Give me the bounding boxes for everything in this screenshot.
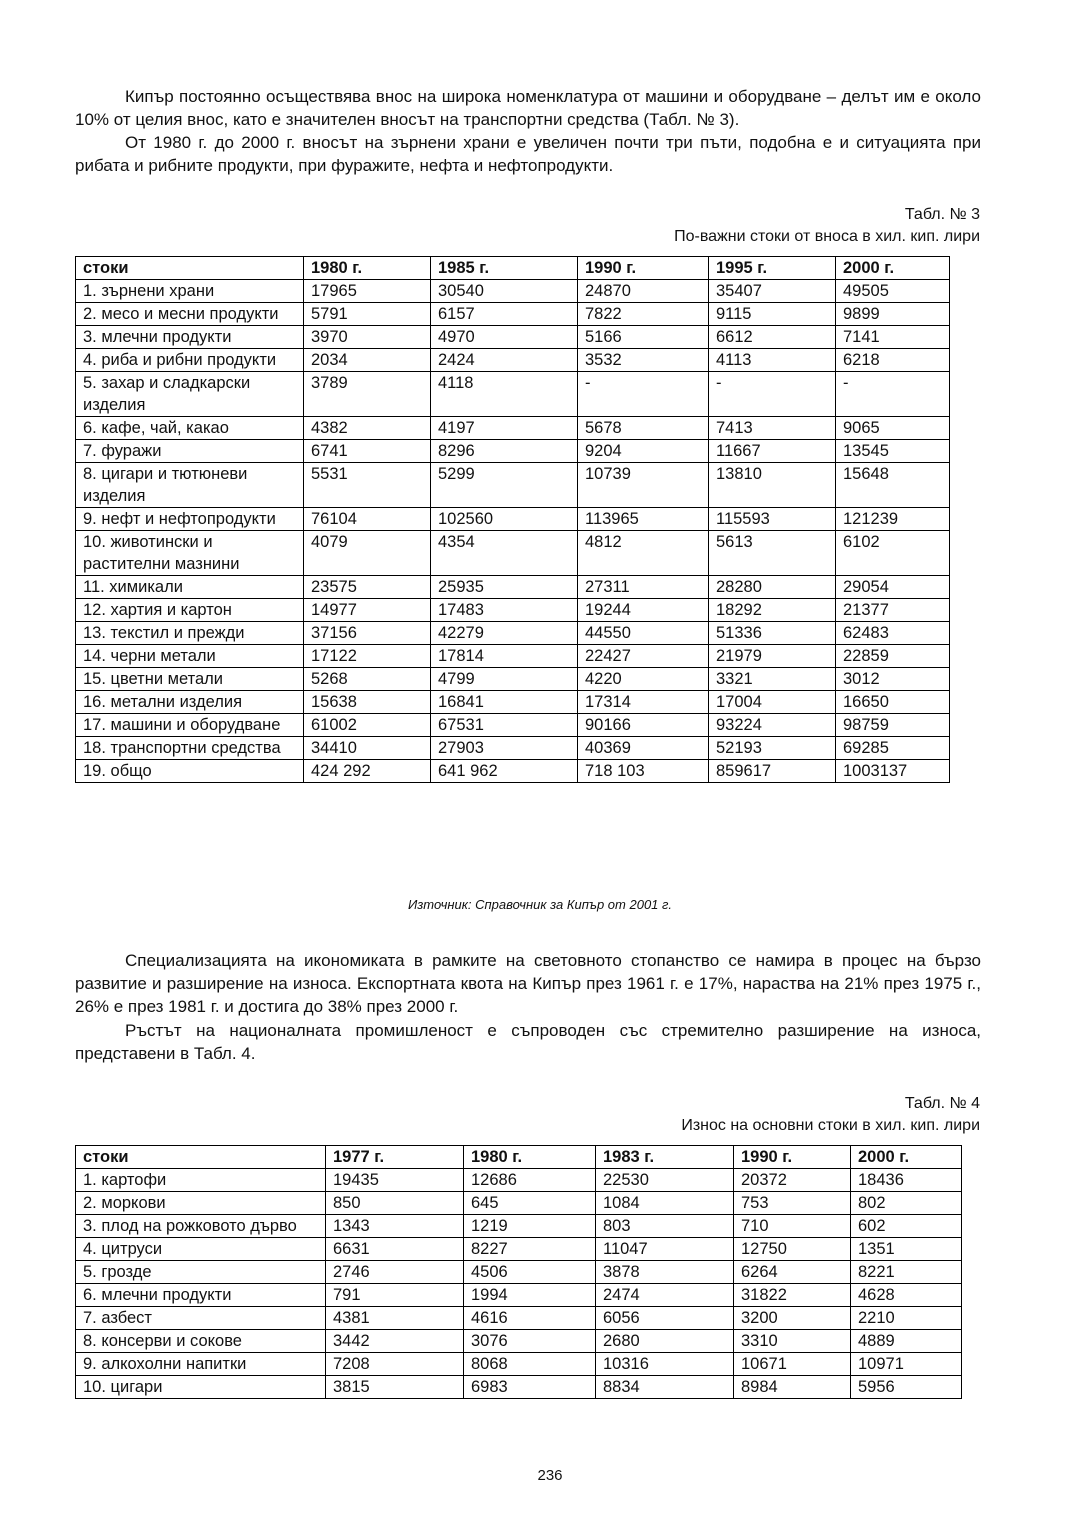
table3-item-cell: 5. захар и сладкарски изделия: [76, 372, 304, 417]
middle-paragraph-1-text: Специализацията на икономиката в рамките на световното стопанство се намира в процес на бързо развитие и разширение на износа. Експортната квота на Кипър през 1961 г. е 17%, нараства на 21% през 1975 г., 26% е през 1981 г. и достига до 38% през 2000 г.: [75, 951, 981, 1016]
table4-value-cell: 645: [464, 1192, 596, 1215]
table4-row: [76, 1192, 962, 1215]
table4-value-cell: 7208: [326, 1353, 464, 1376]
table3-value-cell: 51336: [709, 622, 836, 645]
table3-value-cell: 44550: [578, 622, 709, 645]
table4-value-cell: 4628: [851, 1284, 962, 1307]
table3-value-cell: 4113: [709, 349, 836, 372]
intro-paragraph-1: [75, 85, 981, 131]
table3-item-cell: 11. химикали: [76, 576, 304, 599]
table3-header-cell: 1980 г.: [304, 257, 431, 280]
table3-row: [76, 531, 950, 576]
table3-value-cell: 17965: [304, 280, 431, 303]
table3-value-cell: 40369: [578, 737, 709, 760]
table3-value-cell: 102560: [431, 508, 578, 531]
table3-value-cell: 4079: [304, 531, 431, 576]
table3-row: [76, 303, 950, 326]
table3-value-cell: 4118: [431, 372, 578, 417]
table3-value-cell: 3970: [304, 326, 431, 349]
table3-value-cell: 3321: [709, 668, 836, 691]
table4-header-cell: 1977 г.: [326, 1146, 464, 1169]
table3-row: [76, 576, 950, 599]
table3-item-cell: 6. кафе, чай, какао: [76, 417, 304, 440]
table3-value-cell: 8296: [431, 440, 578, 463]
table3-value-cell: 9115: [709, 303, 836, 326]
middle-paragraph-2: [75, 1019, 981, 1065]
table3-value-cell: 4197: [431, 417, 578, 440]
table3-value-cell: 2034: [304, 349, 431, 372]
table4-header-cell: 1990 г.: [734, 1146, 851, 1169]
table3-value-cell: 5299: [431, 463, 578, 508]
table3-value-cell: 641 962: [431, 760, 578, 783]
table4-value-cell: 1994: [464, 1284, 596, 1307]
table4-value-cell: 1343: [326, 1215, 464, 1238]
table3-value-cell: 4799: [431, 668, 578, 691]
table4-value-cell: 3878: [596, 1261, 734, 1284]
table3-value-cell: 98759: [836, 714, 950, 737]
table3-row: [76, 645, 950, 668]
table4-item-cell: 6. млечни продукти: [76, 1284, 326, 1307]
table4-item-cell: 10. цигари: [76, 1376, 326, 1399]
table4-value-cell: 6983: [464, 1376, 596, 1399]
table4-value-cell: 802: [851, 1192, 962, 1215]
table3-item-cell: 10. животински и растителни мазнини: [76, 531, 304, 576]
table4-value-cell: 2474: [596, 1284, 734, 1307]
table3-item-cell: 17. машини и оборудване: [76, 714, 304, 737]
table4-row: [76, 1215, 962, 1238]
table3-row: [76, 760, 950, 783]
table3-row: [76, 349, 950, 372]
table4-item-cell: 3. плод на рожковото дърво: [76, 1215, 326, 1238]
table4-value-cell: 3815: [326, 1376, 464, 1399]
table3-item-cell: 16. метални изделия: [76, 691, 304, 714]
table3-value-cell: 3532: [578, 349, 709, 372]
table3-value-cell: 35407: [709, 280, 836, 303]
table3-title: По-важни стоки от вноса в хил. кип. лири: [674, 228, 980, 245]
table3-value-cell: 62483: [836, 622, 950, 645]
table3-item-cell: 12. хартия и картон: [76, 599, 304, 622]
table3-row: [76, 668, 950, 691]
table3-value-cell: 4382: [304, 417, 431, 440]
middle-paragraph-2-text: Ръстът на националната промишленост е съпроводен със стремително разширение на износа, представени в Табл. 4.: [75, 1021, 981, 1063]
table4-value-cell: 803: [596, 1215, 734, 1238]
table3-value-cell: 34410: [304, 737, 431, 760]
table4-value-cell: 753: [734, 1192, 851, 1215]
table3-value-cell: 5791: [304, 303, 431, 326]
table3-row: [76, 463, 950, 508]
table3-value-cell: 52193: [709, 737, 836, 760]
table3-row: [76, 737, 950, 760]
table4-value-cell: 3310: [734, 1330, 851, 1353]
table4-value-cell: 1351: [851, 1238, 962, 1261]
table3-header-row: [76, 257, 950, 280]
table4-item-cell: 4. цитруси: [76, 1238, 326, 1261]
table3-value-cell: 5268: [304, 668, 431, 691]
table3-value-cell: 9204: [578, 440, 709, 463]
table3-value-cell: 6157: [431, 303, 578, 326]
table3-value-cell: 24870: [578, 280, 709, 303]
table3-value-cell: 27311: [578, 576, 709, 599]
table3-value-cell: 11667: [709, 440, 836, 463]
table4-value-cell: 11047: [596, 1238, 734, 1261]
table4-value-cell: 22530: [596, 1169, 734, 1192]
table3-value-cell: 22859: [836, 645, 950, 668]
table4-item-cell: 7. азбест: [76, 1307, 326, 1330]
table3-value-cell: 9899: [836, 303, 950, 326]
table3-row: [76, 326, 950, 349]
table4-value-cell: 4616: [464, 1307, 596, 1330]
table3-value-cell: 6218: [836, 349, 950, 372]
table3-value-cell: 17483: [431, 599, 578, 622]
table3-value-cell: 17122: [304, 645, 431, 668]
table4-header-row: [76, 1146, 962, 1169]
table4-value-cell: 20372: [734, 1169, 851, 1192]
table4-value-cell: 850: [326, 1192, 464, 1215]
table4-value-cell: 3076: [464, 1330, 596, 1353]
table3-value-cell: -: [836, 372, 950, 417]
table4-value-cell: 31822: [734, 1284, 851, 1307]
table4-item-cell: 8. консерви и сокове: [76, 1330, 326, 1353]
table4-value-cell: 6264: [734, 1261, 851, 1284]
table3-value-cell: 25935: [431, 576, 578, 599]
table3-value-cell: 14977: [304, 599, 431, 622]
table4-value-cell: 8068: [464, 1353, 596, 1376]
table3-value-cell: 7822: [578, 303, 709, 326]
table4-value-cell: 3200: [734, 1307, 851, 1330]
table3-row: [76, 280, 950, 303]
table3-value-cell: 93224: [709, 714, 836, 737]
table3-value-cell: 18292: [709, 599, 836, 622]
table4-value-cell: 1219: [464, 1215, 596, 1238]
table3-row: [76, 714, 950, 737]
table3-row: [76, 372, 950, 417]
table4-row: [76, 1353, 962, 1376]
table3-row: [76, 440, 950, 463]
table3-value-cell: 15638: [304, 691, 431, 714]
table3-value-cell: 67531: [431, 714, 578, 737]
table4-title: Износ на основни стоки в хил. кип. лири: [681, 1117, 980, 1134]
table3-row: [76, 599, 950, 622]
table3-value-cell: 61002: [304, 714, 431, 737]
table3-value-cell: 21377: [836, 599, 950, 622]
table3-value-cell: 3789: [304, 372, 431, 417]
table3-item-cell: 14. черни метали: [76, 645, 304, 668]
table3-value-cell: 17314: [578, 691, 709, 714]
table3-value-cell: 7413: [709, 417, 836, 440]
table4-header-cell: 1983 г.: [596, 1146, 734, 1169]
table4-item-cell: 5. грозде: [76, 1261, 326, 1284]
table4-value-cell: 1084: [596, 1192, 734, 1215]
table3-value-cell: 21979: [709, 645, 836, 668]
table3-value-cell: 15648: [836, 463, 950, 508]
table3-value-cell: 76104: [304, 508, 431, 531]
table3-value-cell: 69285: [836, 737, 950, 760]
table3-item-cell: 4. риба и рибни продукти: [76, 349, 304, 372]
table4-value-cell: 8227: [464, 1238, 596, 1261]
table3-value-cell: 4970: [431, 326, 578, 349]
table4-value-cell: 2680: [596, 1330, 734, 1353]
table3-item-cell: 7. фуражи: [76, 440, 304, 463]
table3-source: Източник: Справочник за Кипър от 2001 г.: [407, 897, 673, 912]
table3-value-cell: 6741: [304, 440, 431, 463]
table3-header-cell: 1990 г.: [578, 257, 709, 280]
table3-imports: [75, 256, 950, 783]
table4-header-cell: стоки: [76, 1146, 326, 1169]
table3-value-cell: 23575: [304, 576, 431, 599]
table3-item-cell: 19. общо: [76, 760, 304, 783]
table3-row: [76, 691, 950, 714]
table3-value-cell: 7141: [836, 326, 950, 349]
table4-row: [76, 1261, 962, 1284]
table3-value-cell: 13810: [709, 463, 836, 508]
table3-item-cell: 1. зърнени храни: [76, 280, 304, 303]
table4-value-cell: 5956: [851, 1376, 962, 1399]
table4-row: [76, 1330, 962, 1353]
table3-value-cell: -: [578, 372, 709, 417]
table4-item-cell: 9. алкохолни напитки: [76, 1353, 326, 1376]
table3-value-cell: 17814: [431, 645, 578, 668]
intro-paragraph-1-text: Кипър постоянно осъществява внос на широка номенклатура от машини и оборудване – делът им е около 10% от целия внос, като е значителен вносът на транспортни средства (Табл. № 3).: [75, 87, 981, 129]
table4-value-cell: 602: [851, 1215, 962, 1238]
table3-item-cell: 15. цветни метали: [76, 668, 304, 691]
table4-value-cell: 12750: [734, 1238, 851, 1261]
table3-item-cell: 13. текстил и прежди: [76, 622, 304, 645]
table4-row: [76, 1307, 962, 1330]
table4-exports: [75, 1145, 962, 1399]
table3-value-cell: 4220: [578, 668, 709, 691]
intro-paragraph-2-text: От 1980 г. до 2000 г. вносът на зърнени храни е увеличен почти три пъти, подобна е и ситуацията при рибата и рибните продукти, при фуражите, нефта и нефтопродукти.: [75, 133, 981, 175]
table3-value-cell: 28280: [709, 576, 836, 599]
table4-value-cell: 3442: [326, 1330, 464, 1353]
table4-value-cell: 10316: [596, 1353, 734, 1376]
table3-label: Табл. № 3: [904, 206, 980, 223]
table4-value-cell: 6631: [326, 1238, 464, 1261]
table3-row: [76, 508, 950, 531]
table4-value-cell: 8221: [851, 1261, 962, 1284]
table3-value-cell: 17004: [709, 691, 836, 714]
table4-value-cell: 10971: [851, 1353, 962, 1376]
table3-value-cell: 5613: [709, 531, 836, 576]
table4-item-cell: 1. картофи: [76, 1169, 326, 1192]
table3-header-cell: 1995 г.: [709, 257, 836, 280]
table3-header-cell: 2000 г.: [836, 257, 950, 280]
table3-value-cell: 424 292: [304, 760, 431, 783]
table4-value-cell: 710: [734, 1215, 851, 1238]
table3-value-cell: 4354: [431, 531, 578, 576]
table3-value-cell: 113965: [578, 508, 709, 531]
table3-header-cell: 1985 г.: [431, 257, 578, 280]
table4-value-cell: 4889: [851, 1330, 962, 1353]
table4-row: [76, 1169, 962, 1192]
table3-value-cell: 718 103: [578, 760, 709, 783]
table3-value-cell: -: [709, 372, 836, 417]
table3-value-cell: 37156: [304, 622, 431, 645]
table3-value-cell: 22427: [578, 645, 709, 668]
table3-value-cell: 10739: [578, 463, 709, 508]
table3-value-cell: 30540: [431, 280, 578, 303]
table3-value-cell: 4812: [578, 531, 709, 576]
table4-label: Табл. № 4: [904, 1095, 980, 1112]
table4-value-cell: 19435: [326, 1169, 464, 1192]
table4-value-cell: 2746: [326, 1261, 464, 1284]
table3-value-cell: 121239: [836, 508, 950, 531]
table4-value-cell: 6056: [596, 1307, 734, 1330]
table3-value-cell: 19244: [578, 599, 709, 622]
table3-value-cell: 6102: [836, 531, 950, 576]
table3-value-cell: 13545: [836, 440, 950, 463]
table3-item-cell: 2. месо и месни продукти: [76, 303, 304, 326]
table4-item-cell: 2. моркови: [76, 1192, 326, 1215]
table3-value-cell: 16650: [836, 691, 950, 714]
table3-value-cell: 42279: [431, 622, 578, 645]
table4-value-cell: 12686: [464, 1169, 596, 1192]
intro-paragraph-2: [75, 131, 981, 177]
table4-value-cell: 4506: [464, 1261, 596, 1284]
table4-row: [76, 1376, 962, 1399]
table3-value-cell: 29054: [836, 576, 950, 599]
table3-value-cell: 3012: [836, 668, 950, 691]
table3-value-cell: 6612: [709, 326, 836, 349]
middle-paragraph-1: [75, 949, 981, 1018]
table3-item-cell: 18. транспортни средства: [76, 737, 304, 760]
table3-row: [76, 417, 950, 440]
table3-value-cell: 16841: [431, 691, 578, 714]
table3-value-cell: 1003137: [836, 760, 950, 783]
table3-value-cell: 5531: [304, 463, 431, 508]
table3-value-cell: 49505: [836, 280, 950, 303]
table3-value-cell: 2424: [431, 349, 578, 372]
table3-value-cell: 9065: [836, 417, 950, 440]
table4-value-cell: 8834: [596, 1376, 734, 1399]
table3-value-cell: 27903: [431, 737, 578, 760]
table3-item-cell: 9. нефт и нефтопродукти: [76, 508, 304, 531]
table3-header-cell: стоки: [76, 257, 304, 280]
table4-value-cell: 791: [326, 1284, 464, 1307]
table3-row: [76, 622, 950, 645]
table4-header-cell: 1980 г.: [464, 1146, 596, 1169]
table4-row: [76, 1284, 962, 1307]
table3-value-cell: 5166: [578, 326, 709, 349]
table3-value-cell: 90166: [578, 714, 709, 737]
table4-value-cell: 8984: [734, 1376, 851, 1399]
table3-item-cell: 8. цигари и тютюневи изделия: [76, 463, 304, 508]
page-number: 236: [537, 1467, 563, 1484]
table4-value-cell: 4381: [326, 1307, 464, 1330]
table3-item-cell: 3. млечни продукти: [76, 326, 304, 349]
table3-value-cell: 5678: [578, 417, 709, 440]
table3-value-cell: 859617: [709, 760, 836, 783]
table3-value-cell: 115593: [709, 508, 836, 531]
table4-header-cell: 2000 г.: [851, 1146, 962, 1169]
table4-value-cell: 2210: [851, 1307, 962, 1330]
table4-value-cell: 10671: [734, 1353, 851, 1376]
table4-row: [76, 1238, 962, 1261]
table4-value-cell: 18436: [851, 1169, 962, 1192]
